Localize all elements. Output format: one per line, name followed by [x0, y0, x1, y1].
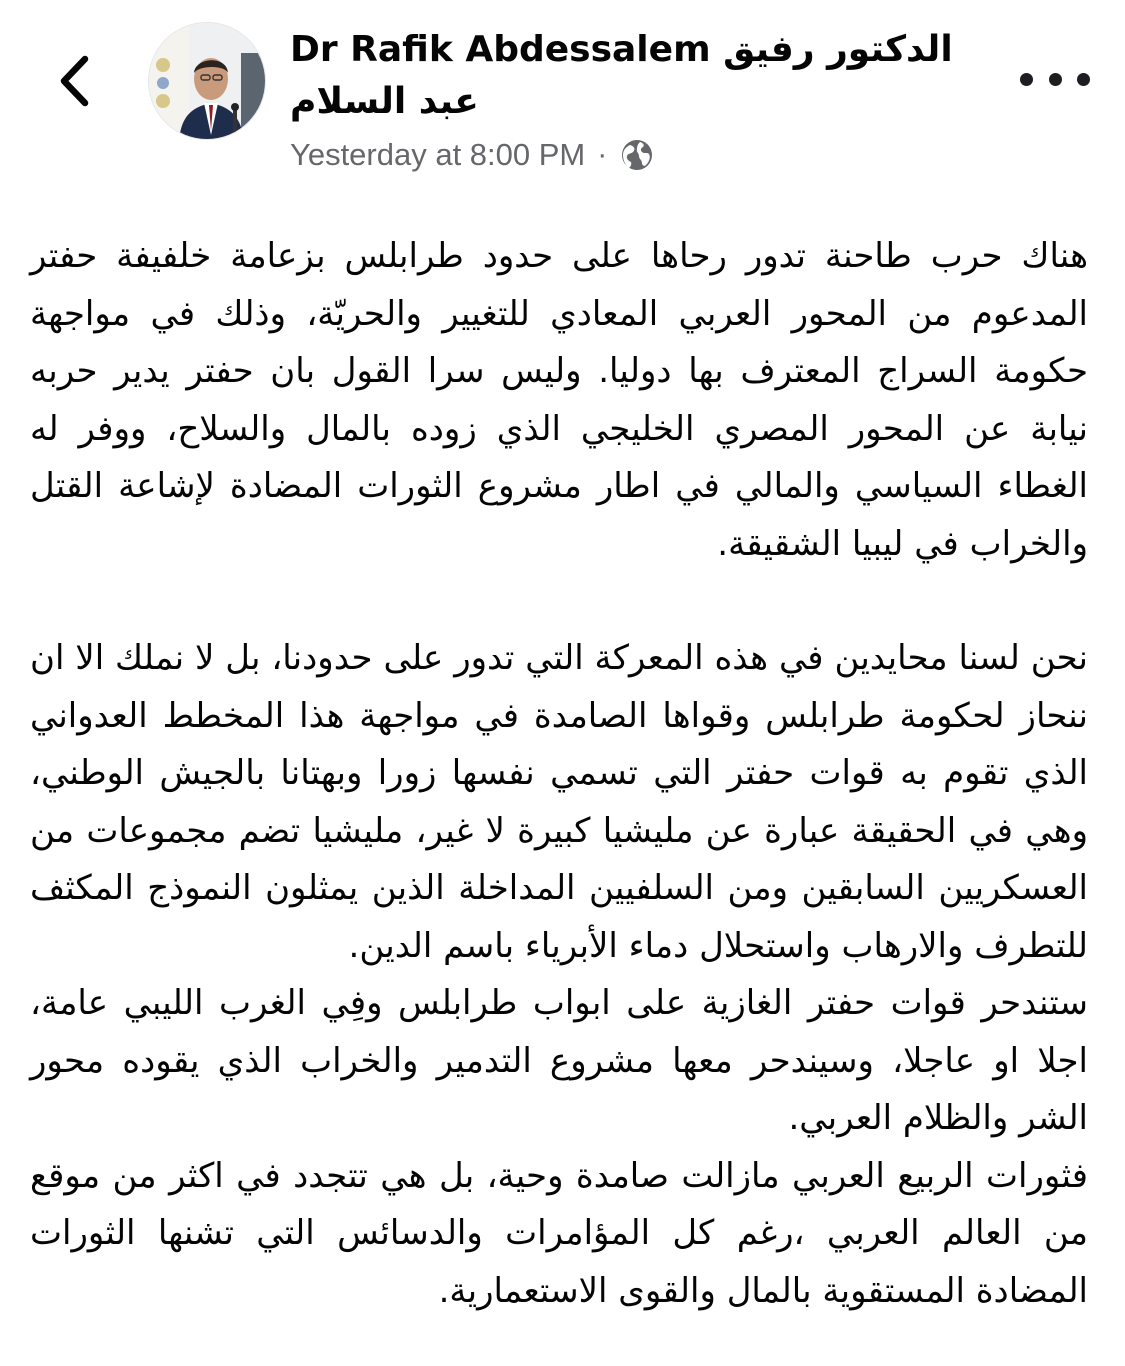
post-meta: [290, 130, 655, 180]
author-avatar[interactable]: [148, 22, 266, 140]
more-dot-icon: [1049, 73, 1062, 86]
globe-icon[interactable]: [619, 137, 655, 173]
avatar-photo: [149, 23, 266, 140]
author-name[interactable]: [290, 24, 990, 128]
post-header: [0, 0, 1125, 200]
post-text: [30, 228, 1088, 1320]
back-button[interactable]: [44, 46, 104, 116]
author-name-line1: Dr Rafik Abdessalem الدكتور رفيق: [290, 29, 953, 70]
more-options-button[interactable]: [1020, 54, 1090, 104]
chevron-left-icon: [57, 55, 91, 107]
post-timestamp[interactable]: Yesterday at 8:00 PM: [290, 137, 586, 172]
post-paragraph: ستندحر قوات حفتر الغازية على ابواب طرابلس وفِي الغرب الليبي عامة، اجلا او عاجلا، وسيندحر معها مشروع التدمير والخراب الذي يقوده محور الشر والظلام العربي.: [30, 983, 1088, 1138]
post-paragraph: هناك حرب طاحنة تدور رحاها على حدود طرابلس بزعامة خلفيفة حفتر المدعوم من المحور العربي المعادي للتغيير والحريّة، وذلك في مواجهة حكومة السراج المعترف بها دوليا. وليس سرا القول بان حفتر يدير حربه نيابة عن المحور المصري الخليجي الذي زوده بالمال والسلاح، ووفر له الغطاء السياسي والمالي في اطار مشروع الثورات المضادة لإشاعة القتل والخراب في ليبيا الشقيقة.: [30, 236, 1088, 564]
meta-separator: ·: [597, 138, 608, 171]
more-dot-icon: [1020, 73, 1033, 86]
post-paragraph: فثورات الربيع العربي مازالت صامدة وحية، بل هي تتجدد في اكثر من موقع من العالم العربي ،رغم كل المؤامرات والدسائس التي تشنها الثورات المضادة المستقوية بالمال والقوى الاستعمارية.: [30, 1155, 1088, 1311]
author-name-line2: عبد السلام: [290, 81, 479, 122]
post-paragraph: نحن لسنا محايدين في هذه المعركة التي تدور على حدودنا، بل لا نملك الا ان ننحاز لحكومة طرابلس وقواها الصامدة في مواجهة هذا المخطط العدواني الذي تقوم به قوات حفتر التي تسمي نفسها زورا وبهتانا بالجيش الوطني، وهي في الحقيقة عبارة عن مليشيا كبيرة لا غير، مليشيا تضم مجموعات من العسكريين السابقين ومن السلفيين المداخلة الذين يمثلون النموذج المكثف للتطرف والارهاب واستحلال دماء الأبرياء باسم الدين.: [30, 638, 1088, 966]
more-dot-icon: [1077, 73, 1090, 86]
